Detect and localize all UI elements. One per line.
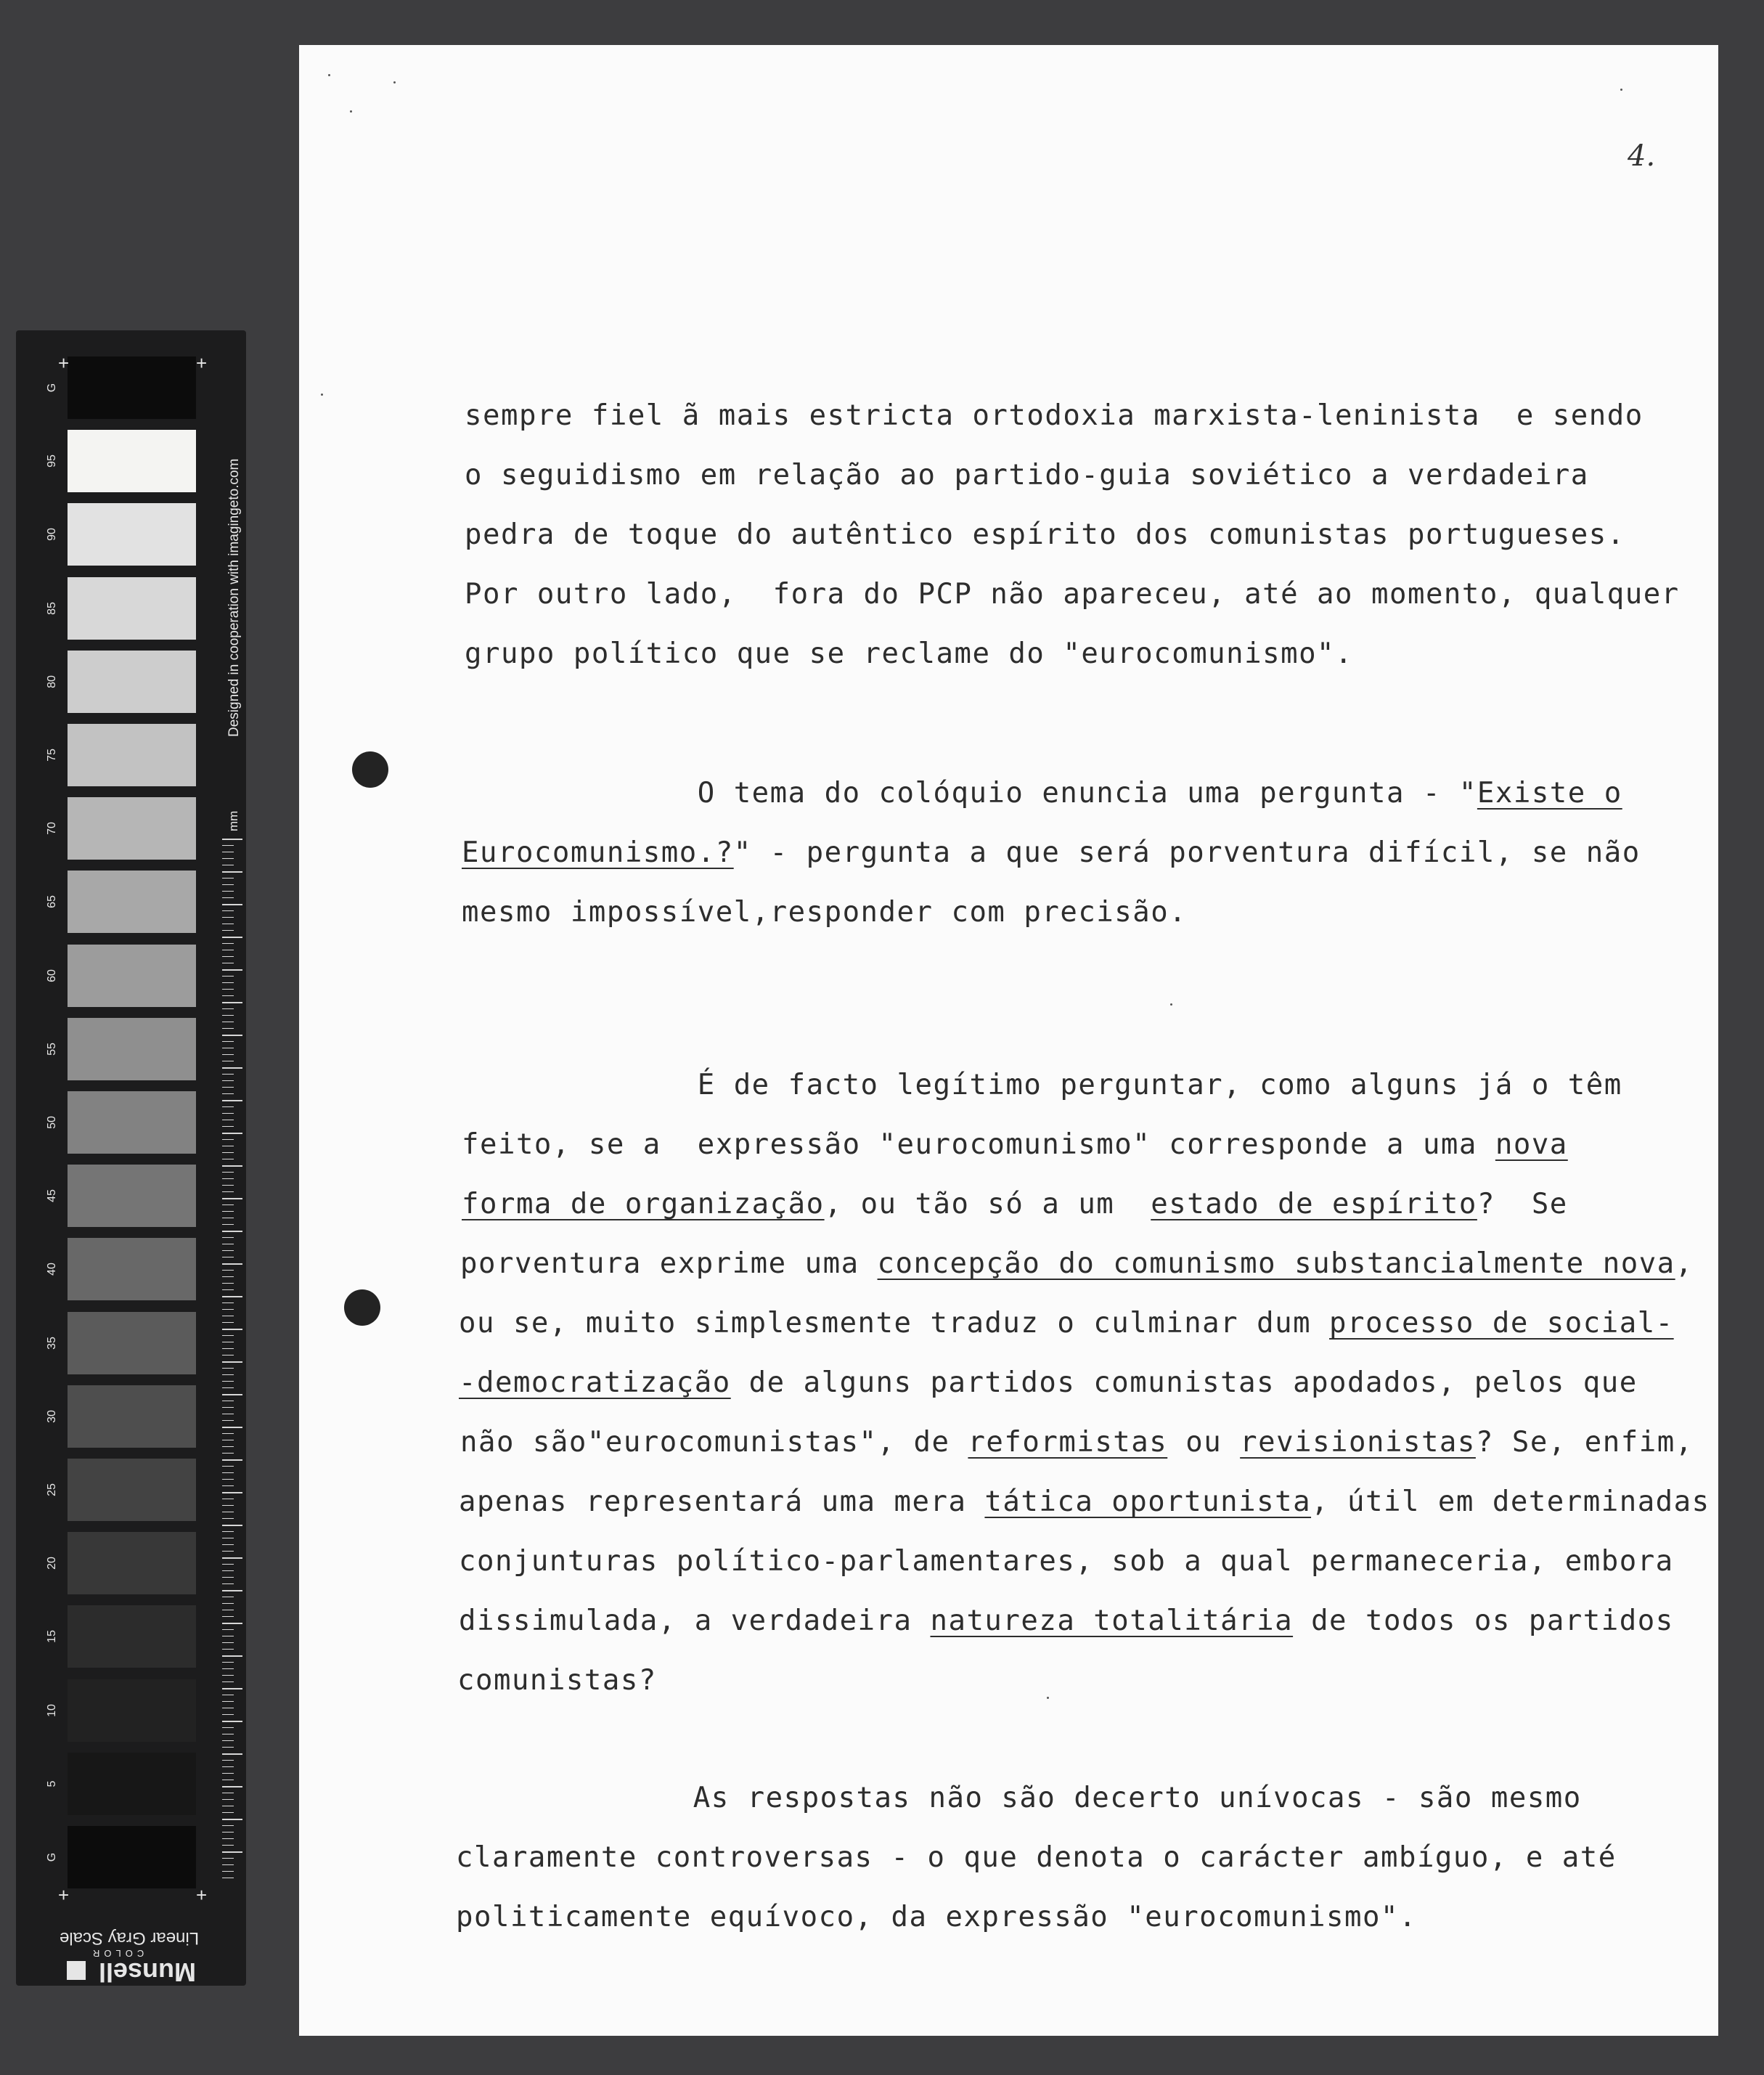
brand-logo xyxy=(67,1957,196,1987)
text-run: politicamente equívoco, da expressão "eurocomunismo". xyxy=(456,1901,1417,1933)
text-line xyxy=(465,518,1625,551)
gray-swatch xyxy=(68,1385,196,1448)
swatch-label: 15 xyxy=(46,1630,58,1644)
brand-name: Munsell xyxy=(99,1957,197,1987)
scale-title: Linear Gray Scale xyxy=(60,1928,200,1948)
underlined-phrase: Eurocomunismo.? xyxy=(462,836,734,869)
text-run: o seguidismo em relação ao partido-guia soviético a verdadeira xyxy=(465,459,1589,492)
gray-swatch xyxy=(68,724,196,786)
text-line xyxy=(462,1069,1622,1101)
munsell-grid-icon xyxy=(67,1961,86,1980)
underlined-phrase: processo de social- xyxy=(1329,1307,1674,1340)
underlined-phrase: reformistas xyxy=(968,1426,1168,1459)
text-run: " - pergunta a que será porventura difícil, se não xyxy=(733,836,1641,869)
swatch-label: 65 xyxy=(46,895,58,909)
underlined-phrase: nova xyxy=(1495,1128,1568,1161)
swatch-label: 70 xyxy=(46,822,58,836)
text-line xyxy=(457,1782,1582,1814)
paper-speck xyxy=(328,74,330,76)
swatch-label: 50 xyxy=(46,1116,58,1129)
underlined-phrase: forma de organização xyxy=(462,1188,825,1220)
text-run: dissimulada, a verdadeira xyxy=(459,1605,931,1637)
gray-swatch xyxy=(68,1238,196,1300)
swatch-label: 10 xyxy=(46,1703,58,1717)
underlined-phrase: estado de espírito xyxy=(1151,1188,1477,1220)
underlined-phrase: tática oportunista xyxy=(984,1485,1312,1518)
text-line xyxy=(462,1128,1568,1161)
swatch-label: 55 xyxy=(46,1042,58,1056)
underlined-phrase: concepção do comunismo substancialmente nova xyxy=(877,1247,1675,1280)
text-run: , xyxy=(1675,1247,1694,1280)
text-line xyxy=(462,777,1622,810)
text-run: ou xyxy=(1167,1426,1241,1459)
gray-swatch xyxy=(68,1753,196,1815)
text-run: feito, se a expressão "eurocomunismo" corresponde a uma xyxy=(462,1128,1495,1161)
page-number: 4. xyxy=(1628,139,1656,173)
gray-swatch xyxy=(68,430,196,492)
paper-speck xyxy=(1620,89,1622,91)
credit-text: Designed in cooperation with imagingeto.com xyxy=(226,458,242,737)
swatch-label: 90 xyxy=(46,528,58,542)
paper-speck xyxy=(393,81,396,83)
text-run: não são"eurocomunistas", de xyxy=(460,1426,968,1459)
text-line xyxy=(459,1307,1674,1340)
text-run: ou se, muito simplesmente traduz o culminar dum xyxy=(459,1307,1330,1340)
text-run: Por outro lado, fora do PCP não apareceu, até ao momento, qualquer xyxy=(465,578,1680,611)
text-line xyxy=(459,1545,1674,1578)
text-run: de todos os partidos xyxy=(1293,1605,1674,1637)
text-line xyxy=(459,1605,1674,1637)
text-run: , ou tão só a um xyxy=(824,1188,1151,1220)
gray-swatch xyxy=(68,1312,196,1374)
gray-swatch xyxy=(68,651,196,713)
text-run: ? Se xyxy=(1477,1188,1568,1220)
swatch-label: 5 xyxy=(46,1780,58,1787)
gray-swatch xyxy=(68,577,196,640)
text-line xyxy=(465,399,1643,432)
swatch-label: 25 xyxy=(46,1483,58,1496)
gray-swatch xyxy=(68,503,196,566)
text-run: comunistas? xyxy=(457,1664,657,1697)
text-run: de alguns partidos comunistas apodados, pelos que xyxy=(730,1366,1638,1399)
swatch-label: 80 xyxy=(46,674,58,688)
underlined-phrase: revisionistas xyxy=(1240,1426,1476,1459)
swatch-label: 40 xyxy=(46,1263,58,1276)
text-line xyxy=(456,1901,1417,1933)
paper-speck xyxy=(1170,1003,1172,1006)
text-line xyxy=(460,1426,1694,1459)
registration-mark: + xyxy=(196,352,208,374)
text-line xyxy=(456,1841,1617,1874)
text-run: ? Se, enfim, xyxy=(1475,1426,1694,1459)
gray-swatch xyxy=(68,1605,196,1668)
text-line xyxy=(459,1485,1710,1518)
text-run: conjunturas político-parlamentares, sob a qual permaneceria, embora xyxy=(459,1545,1674,1578)
text-run: claramente controversas - o que denota o carácter ambíguo, e até xyxy=(456,1841,1617,1874)
registration-mark: + xyxy=(196,1884,208,1906)
text-line xyxy=(457,1664,657,1697)
gray-swatch xyxy=(68,1679,196,1742)
paper-speck xyxy=(321,394,323,396)
gray-swatch xyxy=(68,871,196,933)
punch-hole xyxy=(344,1289,380,1326)
swatch-label: G xyxy=(46,383,58,393)
swatch-label: 95 xyxy=(46,454,58,468)
gray-swatch xyxy=(68,1532,196,1594)
text-run: , útil em determinadas xyxy=(1311,1485,1710,1518)
text-line xyxy=(465,578,1680,611)
gray-swatch xyxy=(68,1165,196,1227)
swatch-label: 85 xyxy=(46,601,58,615)
swatch-label: 35 xyxy=(46,1336,58,1350)
text-run: As respostas não são decerto unívocas - são mesmo xyxy=(457,1782,1582,1814)
swatch-label: 60 xyxy=(46,969,58,982)
gray-swatch xyxy=(68,1459,196,1521)
unit-label: mm xyxy=(226,810,240,831)
text-run: É de facto legítimo perguntar, como alguns já o têm xyxy=(462,1069,1622,1101)
paper-speck xyxy=(350,110,352,113)
text-line xyxy=(459,1366,1638,1399)
text-run: porventura exprime uma xyxy=(460,1247,878,1280)
text-line xyxy=(462,1188,1568,1220)
gray-swatch xyxy=(68,1018,196,1080)
paper-speck xyxy=(1047,1697,1049,1699)
underlined-phrase: -democratização xyxy=(459,1366,731,1399)
swatch-label: 20 xyxy=(46,1557,58,1570)
underlined-phrase: Existe o xyxy=(1477,777,1622,810)
text-run: mesmo impossível,responder com precisão. xyxy=(462,896,1188,929)
gray-swatch xyxy=(68,797,196,860)
swatch-label: 45 xyxy=(46,1189,58,1203)
gray-swatch xyxy=(68,1826,196,1888)
typewritten-page xyxy=(299,45,1718,2036)
text-run: O tema do colóquio enuncia uma pergunta - " xyxy=(462,777,1477,810)
text-line xyxy=(465,637,1353,670)
punch-hole xyxy=(352,751,388,788)
text-line xyxy=(460,1247,1694,1280)
swatch-label: 30 xyxy=(46,1409,58,1423)
text-line xyxy=(465,459,1589,492)
mm-ruler-major-ticks xyxy=(222,839,244,1884)
registration-mark: + xyxy=(58,1884,70,1906)
gray-swatch xyxy=(68,1091,196,1154)
underlined-phrase: natureza totalitária xyxy=(930,1605,1294,1637)
text-line xyxy=(462,836,1641,869)
text-run: pedra de toque do autêntico espírito dos comunistas portugueses. xyxy=(465,518,1625,551)
text-run: sempre fiel ã mais estricta ortodoxia marxista-leninista e sendo xyxy=(465,399,1643,432)
swatch-label: G xyxy=(46,1852,58,1862)
registration-mark: + xyxy=(58,352,70,374)
text-run: apenas representará uma mera xyxy=(459,1485,985,1518)
gray-scale-card xyxy=(16,330,246,1986)
swatch-label: 75 xyxy=(46,749,58,762)
text-run: grupo político que se reclame do "eurocomunismo". xyxy=(465,637,1354,670)
brand-sub: COLOR xyxy=(89,1948,144,1959)
gray-swatch xyxy=(68,356,196,419)
text-line xyxy=(462,896,1187,929)
gray-swatch xyxy=(68,945,196,1007)
